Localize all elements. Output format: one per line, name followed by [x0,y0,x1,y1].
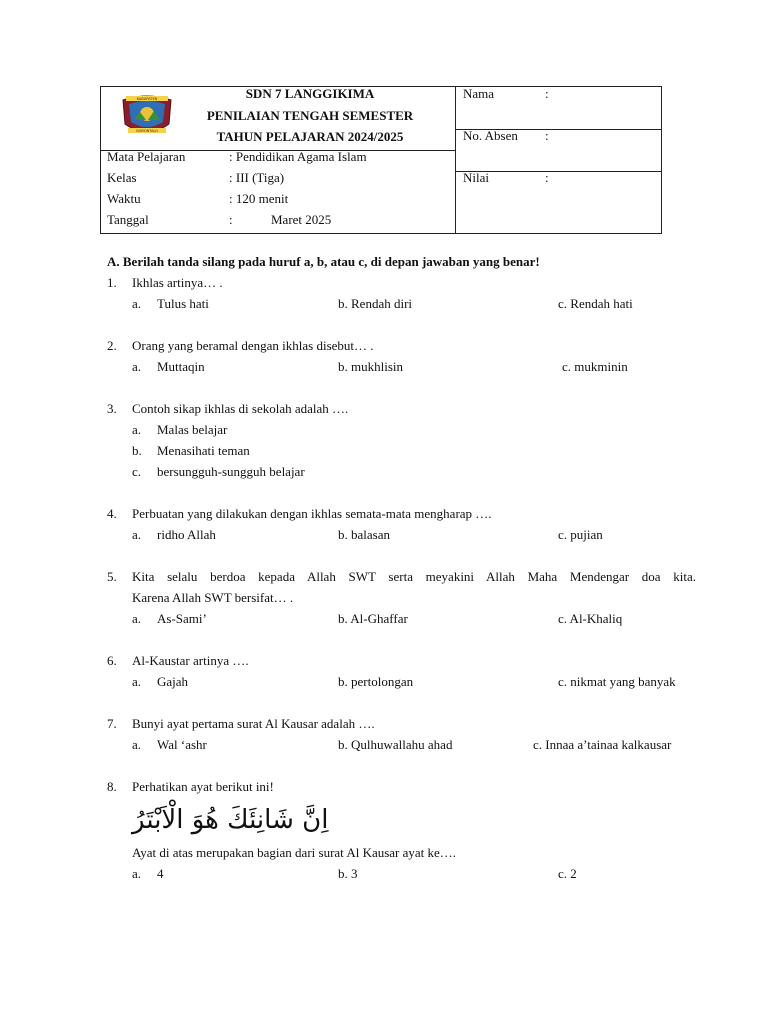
field-value-subject: : Pendidikan Agama Islam [229,149,367,164]
question-number: 3. [107,401,117,416]
option-letter: a. [132,611,142,626]
option-b: b. pertolongan [338,674,414,689]
field-colon-name: : [545,86,549,101]
option-letter: a. [132,674,142,689]
option-b: b. mukhlisin [338,359,404,374]
exam-title: PENILAIAN TENGAH SEMESTER [206,108,414,123]
option-letter: a. [132,737,142,752]
option-c: c. mukminin [562,359,628,374]
option-a: Muttaqin [157,359,205,374]
option-letter: a. [132,527,142,542]
option-b: b. 3 [338,866,358,881]
kabupaten-crest-icon [120,94,174,138]
question-text: Contoh sikap ikhlas di sekolah adalah …. [132,401,349,416]
question-text: Kita selalu berdoa kepada Allah SWT serta meyakini Allah Maha Mendengar doa kita. [132,569,696,584]
option-letter: a. [132,866,142,881]
question-text: Al-Kaustar artinya …. [132,653,249,668]
question-number: 4. [107,506,117,521]
header-divider [455,86,456,234]
option-c: c. 2 [558,866,577,881]
question-number: 8. [107,779,117,794]
option-a: Tulus hati [157,296,209,311]
option-letter: a. [132,296,142,311]
option-c: c. Innaa a’tainaa kalkausar [533,737,672,752]
question-text: Orang yang beramal dengan ikhlas disebut… . [132,338,374,353]
arabic-verse: اِنَّ شَانِئَكَ هُوَ الْاَبْتَرُ [132,805,329,835]
option-b: b. Al-Ghaffar [338,611,408,626]
logo-top-text: KABUPATEN [136,97,158,101]
option-c: c. pujian [558,527,603,542]
question-text: Perhatikan ayat berikut ini! [132,779,274,794]
field-label-subject: Mata Pelajaran [107,149,186,164]
field-value-month: Maret 2025 [271,212,332,227]
option-a: 4 [157,866,164,881]
question-number: 7. [107,716,117,731]
field-label-time: Waktu [107,191,141,206]
option-c: c. nikmat yang banyak [558,674,676,689]
question-number: 6. [107,653,117,668]
option-c: c. Al-Khaliq [558,611,623,626]
question-text-continued: Ayat di atas merupakan bagian dari surat Al Kausar ayat ke…. [132,845,457,860]
option-c: bersungguh-sungguh belajar [157,464,305,479]
school-name: SDN 7 LANGGIKIMA [245,86,375,101]
option-a: ridho Allah [157,527,216,542]
field-colon-absen: : [545,128,549,143]
field-value-class: : III (Tiga) [229,170,285,185]
section-title: A. Berilah tanda silang pada huruf a, b, atau c, di depan jawaban yang benar! [107,254,540,269]
option-letter: c. [132,464,142,479]
question-number: 1. [107,275,117,290]
question-text-continued: Karena Allah SWT bersifat… . [132,590,294,605]
option-b: b. Qulhuwallahu ahad [338,737,453,752]
option-c: c. Rendah hati [558,296,633,311]
option-b: b. balasan [338,527,390,542]
option-letter: a. [132,422,142,437]
field-label-score: Nilai [463,170,489,185]
option-letter: a. [132,359,142,374]
logo-bottom-text: GORONTALO [135,129,159,133]
field-label-class: Kelas [107,170,137,185]
option-a: As-Sami’ [157,611,207,626]
field-label-name: Nama [463,86,495,101]
option-b: b. Rendah diri [338,296,413,311]
field-colon-score: : [545,170,549,185]
option-letter: b. [132,443,142,458]
school-year: TAHUN PELAJARAN 2024/2025 [216,129,404,144]
option-b: Menasihati teman [157,443,250,458]
option-a: Malas belajar [157,422,228,437]
field-label-absen: No. Absen [463,128,518,143]
option-a: Wal ‘ashr [157,737,207,752]
question-number: 5. [107,569,117,584]
question-number: 2. [107,338,117,353]
question-text: Perbuatan yang dilakukan dengan ikhlas semata-mata mengharap …. [132,506,492,521]
option-a: Gajah [157,674,189,689]
question-text: Ikhlas artinya… . [132,275,223,290]
field-label-date: Tanggal [107,212,149,227]
field-value-date: : [229,212,233,227]
question-text: Bunyi ayat pertama surat Al Kausar adalah …. [132,716,375,731]
field-value-time: : 120 menit [229,191,289,206]
